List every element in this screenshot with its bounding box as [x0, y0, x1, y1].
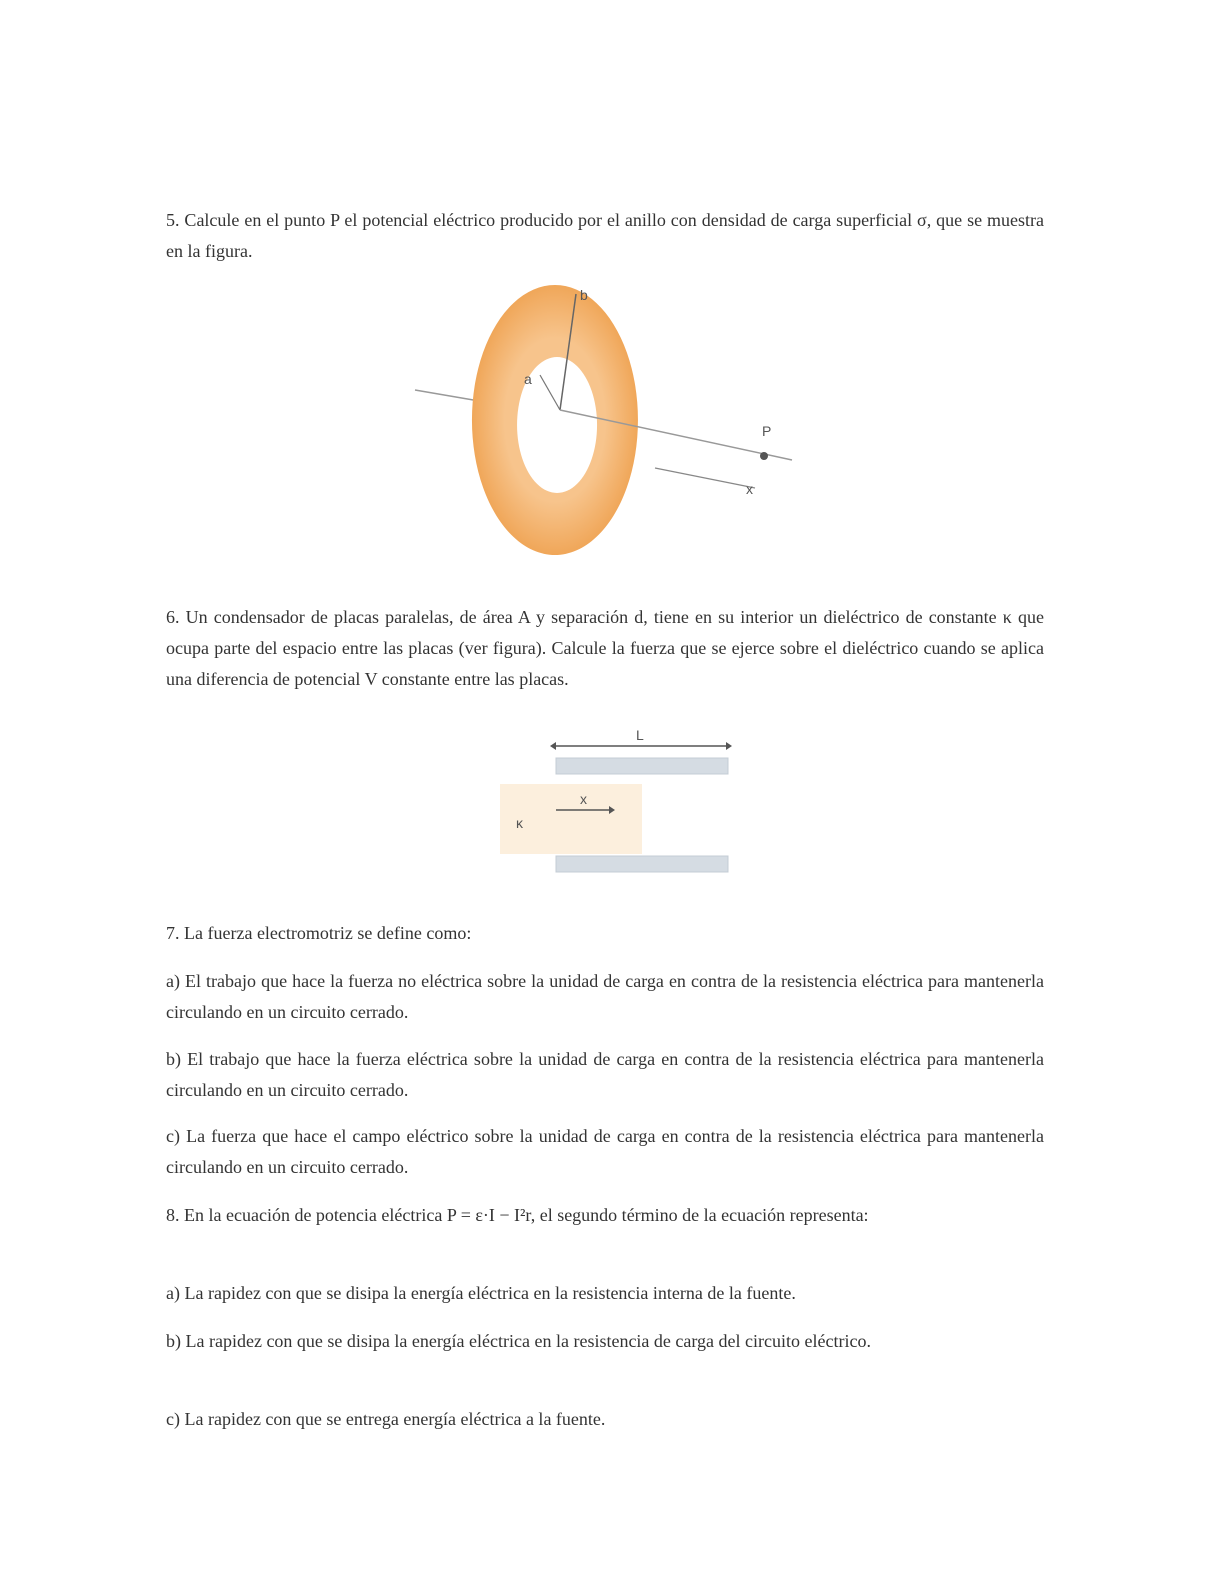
problem-7-option-a: a) El trabajo que hace la fuerza no eléctrica sobre la unidad de carga en contra de la resistencia eléctrica para mantenerla circulando en un circuito cerrado. [166, 971, 1044, 1022]
problem-6-text: 6. Un condensador de placas paralelas, de área A y separación d, tiene en su interior un dieléctrico de constante κ que ocupa parte del espacio entre las placas (ver figura). Calcule la fuerza que se ejerce sobre el dieléctrico cuando se aplica una diferencia de potencial V constante entre las placas. [166, 607, 1044, 689]
inserted-length-label: x [580, 791, 587, 807]
problem-8-option-a: a) La rapidez con que se disipa la energía eléctrica en la resistencia interna de la fuente. [166, 1283, 796, 1303]
point-label: P [762, 423, 772, 439]
plate-length-arrowhead-right [726, 742, 732, 750]
plate-length-label: L [636, 727, 644, 743]
distance-arrow [655, 468, 755, 488]
problem-7-text: 7. La fuerza electromotriz se define como: [166, 923, 472, 943]
dielectric-label: κ [516, 815, 523, 831]
charged-ring-figure [400, 280, 810, 570]
point-p-marker [760, 452, 768, 460]
problem-8-option-c: c) La rapidez con que se entrega energía eléctrica a la fuente. [166, 1409, 606, 1429]
distance-label: x [746, 481, 753, 497]
ring-shape [472, 285, 638, 555]
inner-radius-line [540, 375, 560, 410]
problem-8-option-b: b) La rapidez con que se disipa la energía eléctrica en la resistencia de carga del circuito eléctrico. [166, 1331, 871, 1351]
problem-7-option-c: c) La fuerza que hace el campo eléctrico sobre la unidad de carga en contra de la resistencia eléctrica para mantenerla circulando en un circuito cerrado. [166, 1126, 1044, 1177]
outer-radius-label: b [580, 287, 588, 303]
inner-radius-label: a [524, 371, 532, 387]
problem-5-text: 5. Calcule en el punto P el potencial eléctrico producido por el anillo con densidad de carga superficial σ, que se muestra en la figura. [166, 210, 1044, 261]
top-plate [556, 758, 728, 774]
plate-length-arrowhead-left [550, 742, 556, 750]
capacitor-figure [494, 726, 744, 886]
problem-8-text: 8. En la ecuación de potencia eléctrica P = ε·I − I²r, el segundo término de la ecuación representa: [166, 1205, 869, 1225]
bottom-plate [556, 856, 728, 872]
problem-7-option-b: b) El trabajo que hace la fuerza eléctrica sobre la unidad de carga en contra de la resistencia eléctrica para mantenerla circulando en un circuito cerrado. [166, 1049, 1044, 1100]
